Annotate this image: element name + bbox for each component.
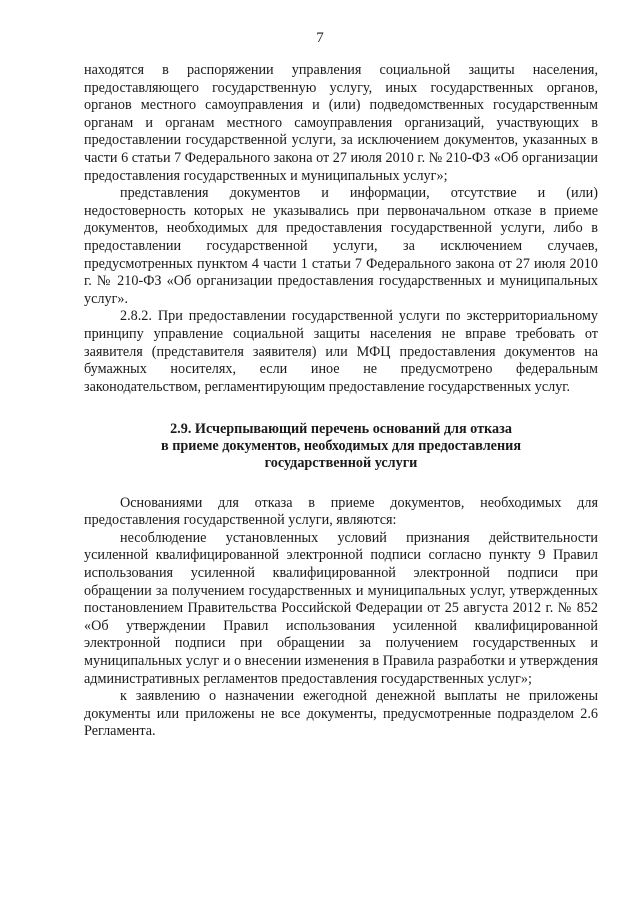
document-body — [84, 62, 598, 741]
section-heading-line: государственной услуги — [264, 454, 418, 471]
section-heading-2-9 — [84, 421, 598, 471]
paragraph-documents-not-indicated: представления документов и информации, отсутствие и (или) недостоверность которых не указывались при первоначальном отказе в приеме документов, необходимых для предоставления государственной услуги, либо в предоставлении государственной услуги, за исключением случаев, предусмотренных пунктом 4 части 1 статьи 7 Федерального закона от 27 июля 2010 г. № 210-ФЗ «Об организации предоставления государственных и муниципальных услуг». — [84, 185, 598, 307]
paragraph-grounds-intro: Основаниями для отказа в приеме документов, необходимых для предоставления государственной услуги, являются: — [84, 494, 598, 529]
paragraph-extraterritorial: 2.8.2. При предоставлении государственной услуги по экстерриториальному принципу управление социальной защиты населения не вправе требовать от заявителя (представителя заявителя) или МФЦ предоставления документов на бумажных носителях, если иное не предусмотрено федеральным законодательством, регламентирующим предоставление государственных услуг. — [84, 308, 598, 395]
page-number: 7 — [316, 30, 324, 46]
paragraph-signature-noncompliance: несоблюдение установленных условий признания действительности усиленной квалифицированной электронной подписи согласно пункту 9 Правил использования усиленной квалифицированной электронной подписи при обращении за получением государственных и муниципальных услуг, утвержденных постановлением Правительства Российской Федерации от 25 августа 2012 г. № 852 «Об утверждении Правил использования усиленной квалифицированной электронной подписи при обращении за получением государственных и муниципальных услуг и о внесении изменения в Правила разработки и утверждения административных регламентов предоставления государственных услуг»; — [84, 529, 598, 687]
paragraph-documents-in-possession: находятся в распоряжении управления социальной защиты населения, предоставляющего государственную услугу, иных государственных органов, органов местного самоуправления и (или) подведомственных государственным органам и органам местного самоуправления организаций, участвующих в предоставлении государственной услуги, за исключением документов, указанных в части 6 статьи 7 Федерального закона от 27 июля 2010 г. № 210-ФЗ «Об организации предоставления государственных и муниципальных услуг»; — [84, 62, 598, 184]
paragraph-missing-documents: к заявлению о назначении ежегодной денежной выплаты не приложены документы или приложены не все документы, предусмотренные подразделом 2.6 Регламента. — [84, 688, 598, 740]
section-heading-line: 2.9. Исчерпывающий перечень оснований для отказа — [170, 421, 512, 438]
section-heading-line: в приеме документов, необходимых для предоставления — [161, 438, 521, 455]
